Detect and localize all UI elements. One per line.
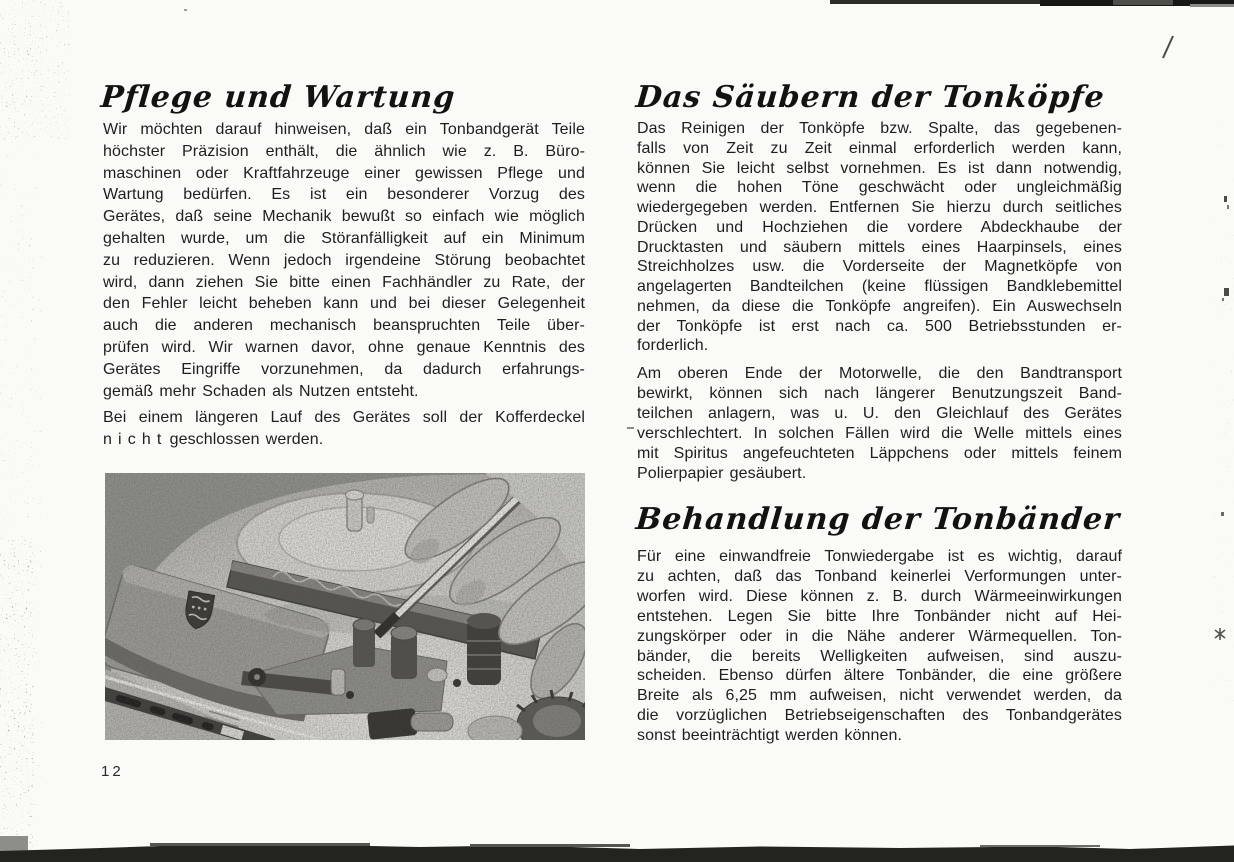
text-line: Gerätes, daß seine Mechanik bewußt so einfach wie möglich [103, 208, 585, 226]
text-line: Bei einem längeren Lauf des Gerätes soll der Kofferdeckel [103, 409, 585, 426]
text-line: Wartung bedürfen. Es ist ein besonderer Vorzug des [103, 186, 585, 204]
text-line: scheiden. Ebenso dürfen ältere Tonbänder, die eine größere [637, 667, 1122, 685]
paragraph-tape-handling [637, 547, 1122, 746]
top-edge-scan-bar [830, 0, 1234, 7]
paragraph-kofferdeckel [103, 407, 585, 450]
text-line: bänder, die bereits Welligkeiten aufweisen, sind auszu- [637, 647, 1122, 665]
text-line: Für eine einwandfreie Tonwiedergabe ist es wichtig, darauf [637, 548, 1122, 565]
text-line: bewirkt, können sich nach längerer Benutzungszeit Band- [637, 384, 1122, 402]
slash-mark [1163, 36, 1173, 58]
text-line: Am oberen Ende der Motorwelle, die den Bandtransport [637, 365, 1122, 382]
bottom-scan-band [0, 836, 1234, 862]
paragraph-care-intro [103, 119, 585, 402]
text-line: Drücken und Hochziehen die vordere Abdeckhaube der [637, 218, 1122, 236]
text-line: Das Reinigen der Tonköpfe bzw. Spalte, das gegebenen- [637, 120, 1122, 137]
text-line: auch die anderen mechanisch beanspruchten Teile über- [103, 317, 585, 335]
section-heading-behandlung-der-tonbaender: Behandlung der Tonbänder [634, 502, 1122, 537]
paragraph-motor-shaft [637, 364, 1122, 483]
text-line: zungskörper oder in die Nähe anderer Wärmequellen. Ton- [637, 627, 1122, 645]
text-line: worfen wird. Diese können z. B. durch Wärmeeinwirkungen [637, 587, 1122, 605]
text-line: nehmen, da diese die Tonköpfe angreifen). Ein Auswechseln [637, 297, 1122, 315]
section-heading-pflege-und-wartung: Pflege und Wartung [99, 80, 457, 115]
text-line: verschlechtert. In solchen Fällen wird die Welle mittels eines [637, 424, 1122, 442]
text-line: n i c h t geschlossen werden. [103, 430, 324, 448]
left-bottom-noise [0, 540, 34, 850]
text-line: den Fehler leicht beheben kann und bei dieser Gelegenheit [103, 295, 585, 313]
text-line: teilchen anlagern, was u. U. den Gleichlauf des Gerätes [637, 404, 1122, 422]
text-line: wenn die hohen Töne geschwächt oder ungleichmäßig [637, 179, 1122, 197]
text-line: sonst beeinträchtigt werden können. [637, 727, 903, 745]
text-line: gehalten wurde, um die Störanfälligkeit auf ein Minimum [103, 229, 585, 247]
text-line: prüfen wird. Wir warnen davor, ohne genaue Kenntnis des [103, 338, 585, 356]
right-edge-noise [1213, 120, 1234, 720]
photo-grain [105, 473, 585, 740]
text-line: der Tonköpfe ist erst nach ca. 500 Betriebsstunden er- [637, 317, 1122, 335]
photo-illustration [105, 473, 585, 740]
left-edge-noise [0, 0, 42, 850]
text-line: können Sie leicht selbst vornehmen. Es ist dann notwendig, [637, 159, 1122, 177]
page-number: 12 [101, 763, 124, 780]
text-line: Polierpapier gesäubert. [637, 464, 807, 482]
text-line: forderlich. [637, 337, 709, 355]
text-line: höchster Präzision enthält, die ähnlich wie z. B. Büro- [103, 142, 585, 160]
text-line: Wir möchten darauf hinweisen, daß ein Tonbandgerät Teile [103, 121, 585, 138]
photo-cleaning-tape-heads [105, 473, 585, 740]
text-line: Breite als 6,25 mm aufweisen, nicht verwendet werden, da [637, 687, 1122, 705]
text-line: gemäß mehr Schaden als Nutzen entsteht. [103, 382, 419, 400]
section-heading-saeubern-der-tonkoepfe: Das Säubern der Tonköpfe [634, 80, 1107, 115]
text-line: Streichholzes usw. die Vorderseite der Magnetköpfe von [637, 258, 1122, 276]
text-line: Gerätes Eingriffe vorzunehmen, da dadurch erfahrungs- [103, 360, 585, 378]
text-line: maschinen oder Kraftfahrzeuge einer gewissen Pflege und [103, 164, 585, 182]
text-line: zu achten, daß das Tonband keinerlei Verformungen unter- [637, 567, 1122, 585]
text-line: wiedergegeben werden. Entfernen Sie hierzu durch seitliches [637, 199, 1122, 216]
paragraph-cleaning-heads [637, 119, 1122, 356]
top-left-noise [0, 0, 70, 140]
text-line: mit Spiritus angefeuchteten Läppchens oder mittels feinem [637, 444, 1122, 462]
text-line: falls von Zeit zu Zeit einmal erforderlich werden kann, [637, 139, 1122, 157]
text-line: angelagerten Bandteilchen (keine flüssigen Bandklebemittel [637, 278, 1122, 295]
text-line: zu reduzieren. Wenn jedoch irgendeine Störung beobachtet [103, 251, 585, 269]
text-line: wird, dann ziehen Sie bitte einen Fachhändler zu Rate, der [103, 273, 585, 291]
text-line: Drucktasten und säubern mittels eines Haarpinsels, eines [637, 238, 1122, 256]
text-line: die vorzüglichen Betriebseigenschaften des Tonbandgerätes [637, 707, 1122, 725]
text-line: entstehen. Legen Sie bitte Ihre Tonbänder nicht auf Hei- [637, 607, 1122, 625]
